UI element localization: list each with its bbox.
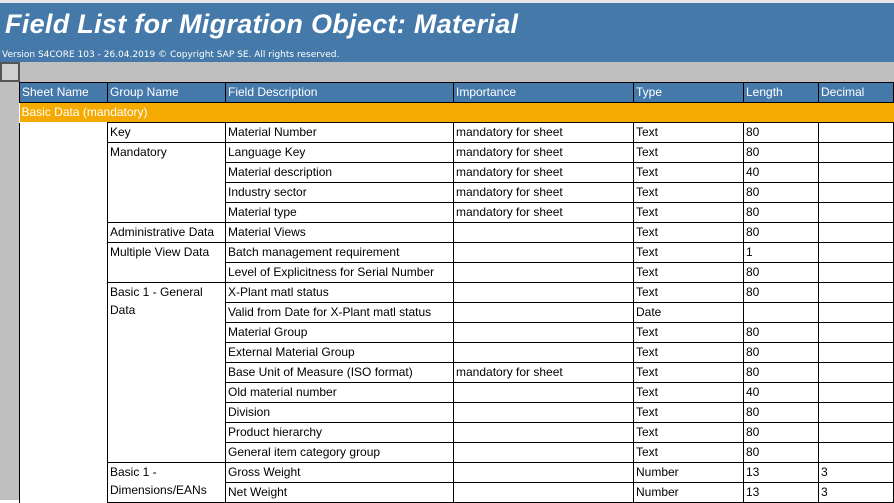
selected-cell[interactable] [0, 62, 20, 82]
importance-cell[interactable]: mandatory for sheet [454, 363, 634, 383]
table-row [20, 243, 894, 263]
type-cell[interactable]: Text [634, 363, 744, 383]
importance-cell[interactable] [454, 343, 634, 363]
column-header[interactable]: Decimal [819, 83, 894, 103]
length-cell[interactable]: 13 [744, 483, 819, 503]
field-description-cell[interactable]: External Material Group [226, 343, 454, 363]
length-cell[interactable]: 80 [744, 263, 819, 283]
table-row [20, 463, 894, 483]
importance-cell[interactable]: mandatory for sheet [454, 163, 634, 183]
field-description-cell[interactable]: X-Plant matl status [226, 283, 454, 303]
decimal-cell[interactable] [819, 343, 894, 363]
field-description-cell[interactable]: Product hierarchy [226, 423, 454, 443]
type-cell[interactable]: Text [634, 243, 744, 263]
length-cell[interactable]: 80 [744, 143, 819, 163]
field-description-cell[interactable]: Division [226, 403, 454, 423]
type-cell[interactable]: Text [634, 203, 744, 223]
importance-cell[interactable] [454, 283, 634, 303]
decimal-cell[interactable]: 3 [819, 463, 894, 483]
type-cell[interactable]: Number [634, 483, 744, 503]
type-cell[interactable]: Text [634, 283, 744, 303]
group-name-cell[interactable]: Basic 1 - General Data [108, 283, 226, 463]
field-description-cell[interactable]: Material Views [226, 223, 454, 243]
type-cell[interactable]: Text [634, 123, 744, 143]
column-header[interactable]: Group Name [108, 83, 226, 103]
decimal-cell[interactable]: 3 [819, 483, 894, 503]
field-description-cell[interactable]: Material type [226, 203, 454, 223]
decimal-cell[interactable] [819, 143, 894, 163]
field-description-cell[interactable]: General item category group [226, 443, 454, 463]
decimal-cell[interactable] [819, 163, 894, 183]
decimal-cell[interactable] [819, 263, 894, 283]
type-cell[interactable]: Text [634, 263, 744, 283]
length-cell[interactable]: 80 [744, 203, 819, 223]
group-name-cell[interactable]: Administrative Data [108, 223, 226, 243]
decimal-cell[interactable] [819, 203, 894, 223]
length-cell[interactable]: 80 [744, 183, 819, 203]
length-cell[interactable] [744, 303, 819, 323]
importance-cell[interactable] [454, 423, 634, 443]
length-cell[interactable]: 13 [744, 463, 819, 483]
importance-cell[interactable] [454, 403, 634, 423]
length-cell[interactable]: 80 [744, 123, 819, 143]
spacer-row [0, 62, 894, 82]
field-description-cell[interactable]: Material Group [226, 323, 454, 343]
field-description-cell[interactable]: Batch management requirement [226, 243, 454, 263]
length-cell[interactable]: 40 [744, 383, 819, 403]
importance-cell[interactable] [454, 383, 634, 403]
decimal-cell[interactable] [819, 323, 894, 343]
column-header[interactable]: Length [744, 83, 819, 103]
importance-cell[interactable]: mandatory for sheet [454, 143, 634, 163]
length-cell[interactable]: 80 [744, 283, 819, 303]
table-row [20, 143, 894, 163]
field-description-cell[interactable]: Net Weight [226, 483, 454, 503]
importance-cell[interactable]: mandatory for sheet [454, 203, 634, 223]
decimal-cell[interactable] [819, 403, 894, 423]
decimal-cell[interactable] [819, 183, 894, 203]
length-cell[interactable]: 80 [744, 403, 819, 423]
column-header[interactable]: Field Description [226, 83, 454, 103]
column-header[interactable]: Type [634, 83, 744, 103]
field-description-cell[interactable]: Level of Explicitness for Serial Number [226, 263, 454, 283]
importance-cell[interactable]: mandatory for sheet [454, 183, 634, 203]
decimal-cell[interactable] [819, 443, 894, 463]
type-cell[interactable]: Text [634, 443, 744, 463]
title-banner [0, 3, 894, 62]
field-description-cell[interactable]: Gross Weight [226, 463, 454, 483]
decimal-cell[interactable] [819, 123, 894, 143]
field-description-cell[interactable]: Industry sector [226, 183, 454, 203]
version-text: Version S4CORE 103 - 26.04.2019 © Copyright SAP SE. All rights reserved. [2, 50, 340, 60]
length-cell[interactable]: 40 [744, 163, 819, 183]
length-cell[interactable]: 1 [744, 243, 819, 263]
decimal-cell[interactable] [819, 223, 894, 243]
type-cell[interactable]: Text [634, 403, 744, 423]
table-row [20, 123, 894, 143]
type-cell[interactable]: Text [634, 223, 744, 243]
length-cell[interactable]: 80 [744, 343, 819, 363]
importance-cell[interactable] [454, 463, 634, 483]
page-title: Field List for Migration Object: Material [5, 9, 519, 39]
section-header[interactable]: Basic Data (mandatory) [20, 103, 894, 123]
importance-cell[interactable] [454, 243, 634, 263]
decimal-cell[interactable] [819, 283, 894, 303]
group-name-cell[interactable]: Multiple View Data [108, 243, 226, 283]
decimal-cell[interactable] [819, 303, 894, 323]
importance-cell[interactable] [454, 223, 634, 243]
length-cell[interactable]: 80 [744, 223, 819, 243]
length-cell[interactable]: 80 [744, 323, 819, 343]
row-gutter [0, 82, 19, 500]
column-header[interactable]: Importance [454, 83, 634, 103]
importance-cell[interactable] [454, 443, 634, 463]
field-list-table [19, 82, 894, 503]
field-description-cell[interactable]: Old material number [226, 383, 454, 403]
length-cell[interactable]: 80 [744, 363, 819, 383]
type-cell[interactable]: Text [634, 323, 744, 343]
group-name-cell[interactable]: Mandatory [108, 143, 226, 223]
type-cell[interactable]: Text [634, 383, 744, 403]
table-row [20, 223, 894, 243]
group-name-cell[interactable]: Basic 1 - Dimensions/EANs [108, 463, 226, 503]
type-cell[interactable]: Number [634, 463, 744, 483]
length-cell[interactable]: 80 [744, 423, 819, 443]
importance-cell[interactable] [454, 323, 634, 343]
length-cell[interactable]: 80 [744, 443, 819, 463]
decimal-cell[interactable] [819, 363, 894, 383]
field-description-cell[interactable]: Material description [226, 163, 454, 183]
importance-cell[interactable]: mandatory for sheet [454, 123, 634, 143]
table-row [20, 283, 894, 303]
type-cell[interactable]: Text [634, 163, 744, 183]
group-name-cell[interactable]: Key [108, 123, 226, 143]
decimal-cell[interactable] [819, 423, 894, 443]
field-description-cell[interactable]: Material Number [226, 123, 454, 143]
decimal-cell[interactable] [819, 243, 894, 263]
field-description-cell[interactable]: Language Key [226, 143, 454, 163]
type-cell[interactable]: Text [634, 423, 744, 443]
column-header[interactable]: Sheet Name [20, 83, 108, 103]
type-cell[interactable]: Date [634, 303, 744, 323]
type-cell[interactable]: Text [634, 343, 744, 363]
field-description-cell[interactable]: Base Unit of Measure (ISO format) [226, 363, 454, 383]
importance-cell[interactable] [454, 303, 634, 323]
decimal-cell[interactable] [819, 383, 894, 403]
importance-cell[interactable] [454, 263, 634, 283]
type-cell[interactable]: Text [634, 143, 744, 163]
field-description-cell[interactable]: Valid from Date for X-Plant matl status [226, 303, 454, 323]
sheet-name-cell[interactable] [20, 123, 108, 503]
type-cell[interactable]: Text [634, 183, 744, 203]
